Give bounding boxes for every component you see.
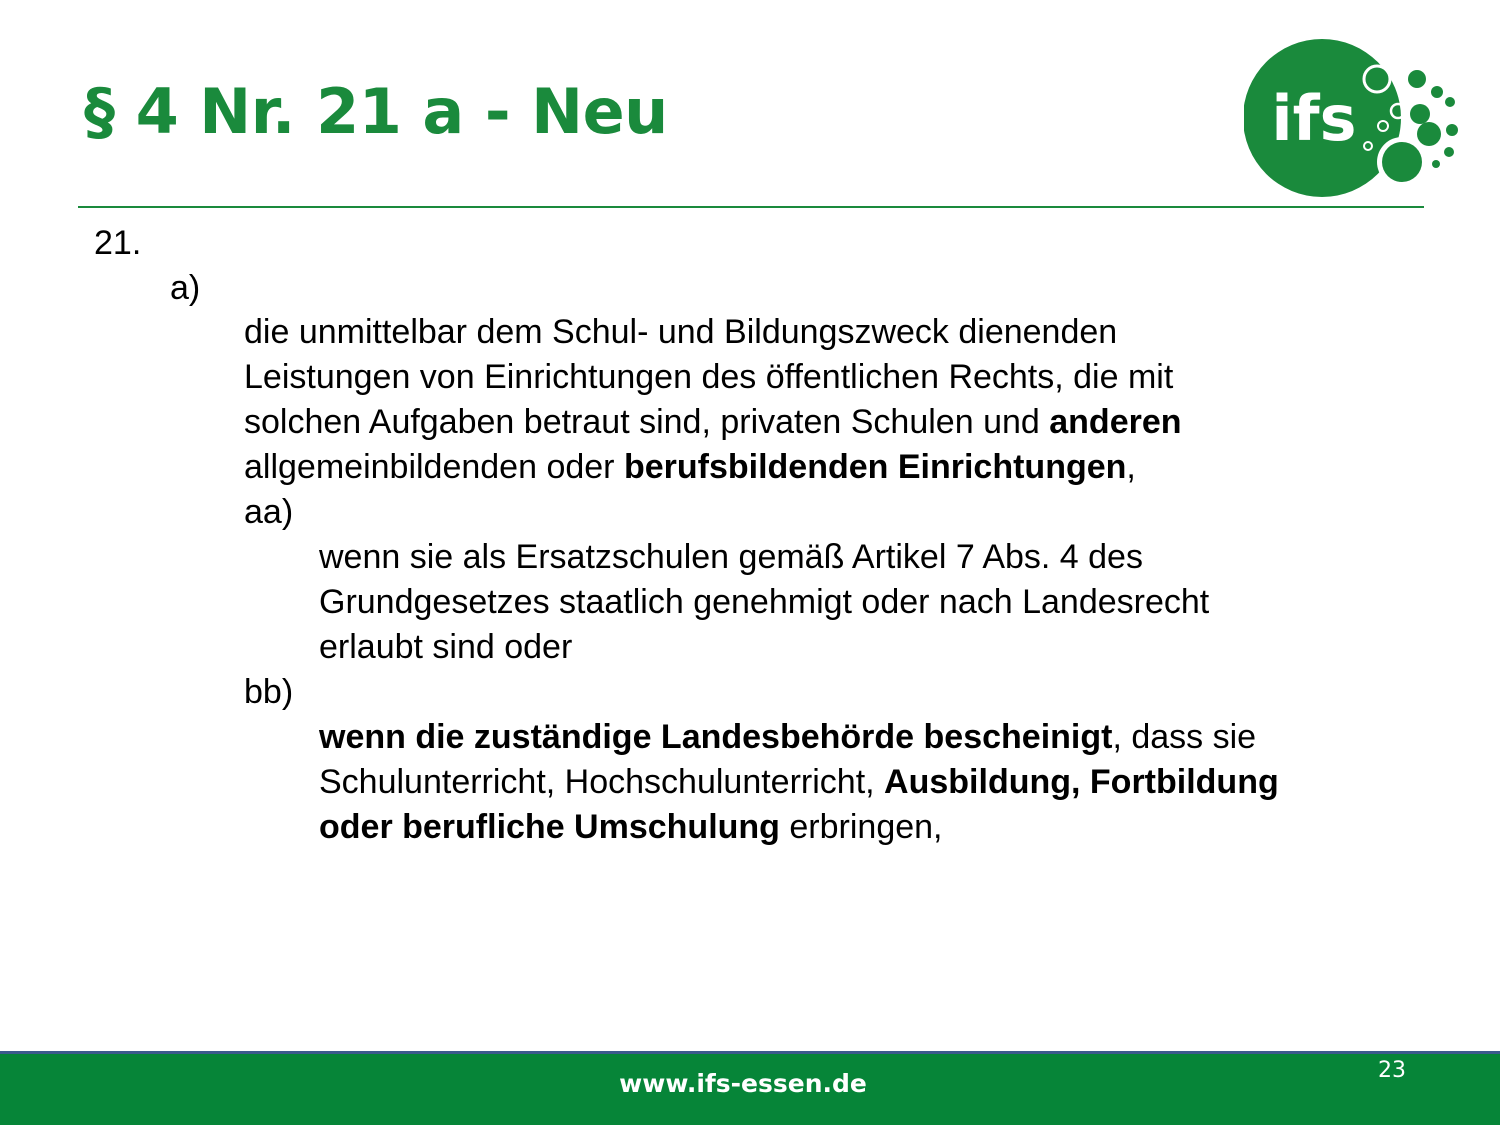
para-bb-line-1 [319,715,1256,760]
footer-bar [0,1051,1500,1125]
para-bb-line-3-bold: oder berufliche Umschulung [319,808,780,846]
para-aa-line-3: erlaubt sind oder [319,628,573,666]
para-a-line-4-bold: berufsbildenden Einrichtungen [623,448,1127,486]
para-bb-line-2-bold: Ausbildung, Fortbildung [884,763,1279,801]
sub-item-label-a: a) [170,269,201,307]
para-bb-line-2-text: Schulunterricht, Hochschulunterricht, [319,763,885,801]
para-a-line-2: Leistungen von Einrichtungen des öffentlichen Rechts, die mit [244,358,1174,396]
para-a-line-4 [244,445,1136,490]
para-bb-line-2 [319,760,1279,805]
para-bb-line-1-bold: wenn die zuständige Landesbehörde bescheinigt [319,718,1113,756]
para-a-line-4-text: allgemeinbildenden oder [244,448,624,486]
sub-item-label-aa: aa) [244,493,294,531]
logo-text: ifs [1271,82,1357,155]
para-aa-line-1: wenn sie als Ersatzschulen gemäß Artikel 7 Abs. 4 des [319,538,1143,576]
page-number: 23 [1378,1058,1406,1083]
para-a-line-1: die unmittelbar dem Schul- und Bildungszweck dienenden [244,313,1118,351]
sub-item-label-bb: bb) [244,673,294,711]
item-number: 21. [94,224,142,262]
footer-url: www.ifs-essen.de [619,1069,867,1098]
para-bb-line-1-text: , dass sie [1112,718,1257,756]
para-a-line-3-text: solchen Aufgaben betraut sind, privaten Schulen und [244,403,1050,441]
para-a-line-4-comma: , [1126,448,1136,486]
para-a-line-3 [244,400,1182,445]
para-bb-line-3 [319,805,943,850]
para-bb-line-3-text: erbringen, [779,808,943,846]
para-a-line-3-bold: anderen [1049,403,1182,441]
slide-title: § 4 Nr. 21 a - Neu [84,75,668,148]
para-aa-line-2: Grundgesetzes staatlich genehmigt oder nach Landesrecht [319,583,1210,621]
